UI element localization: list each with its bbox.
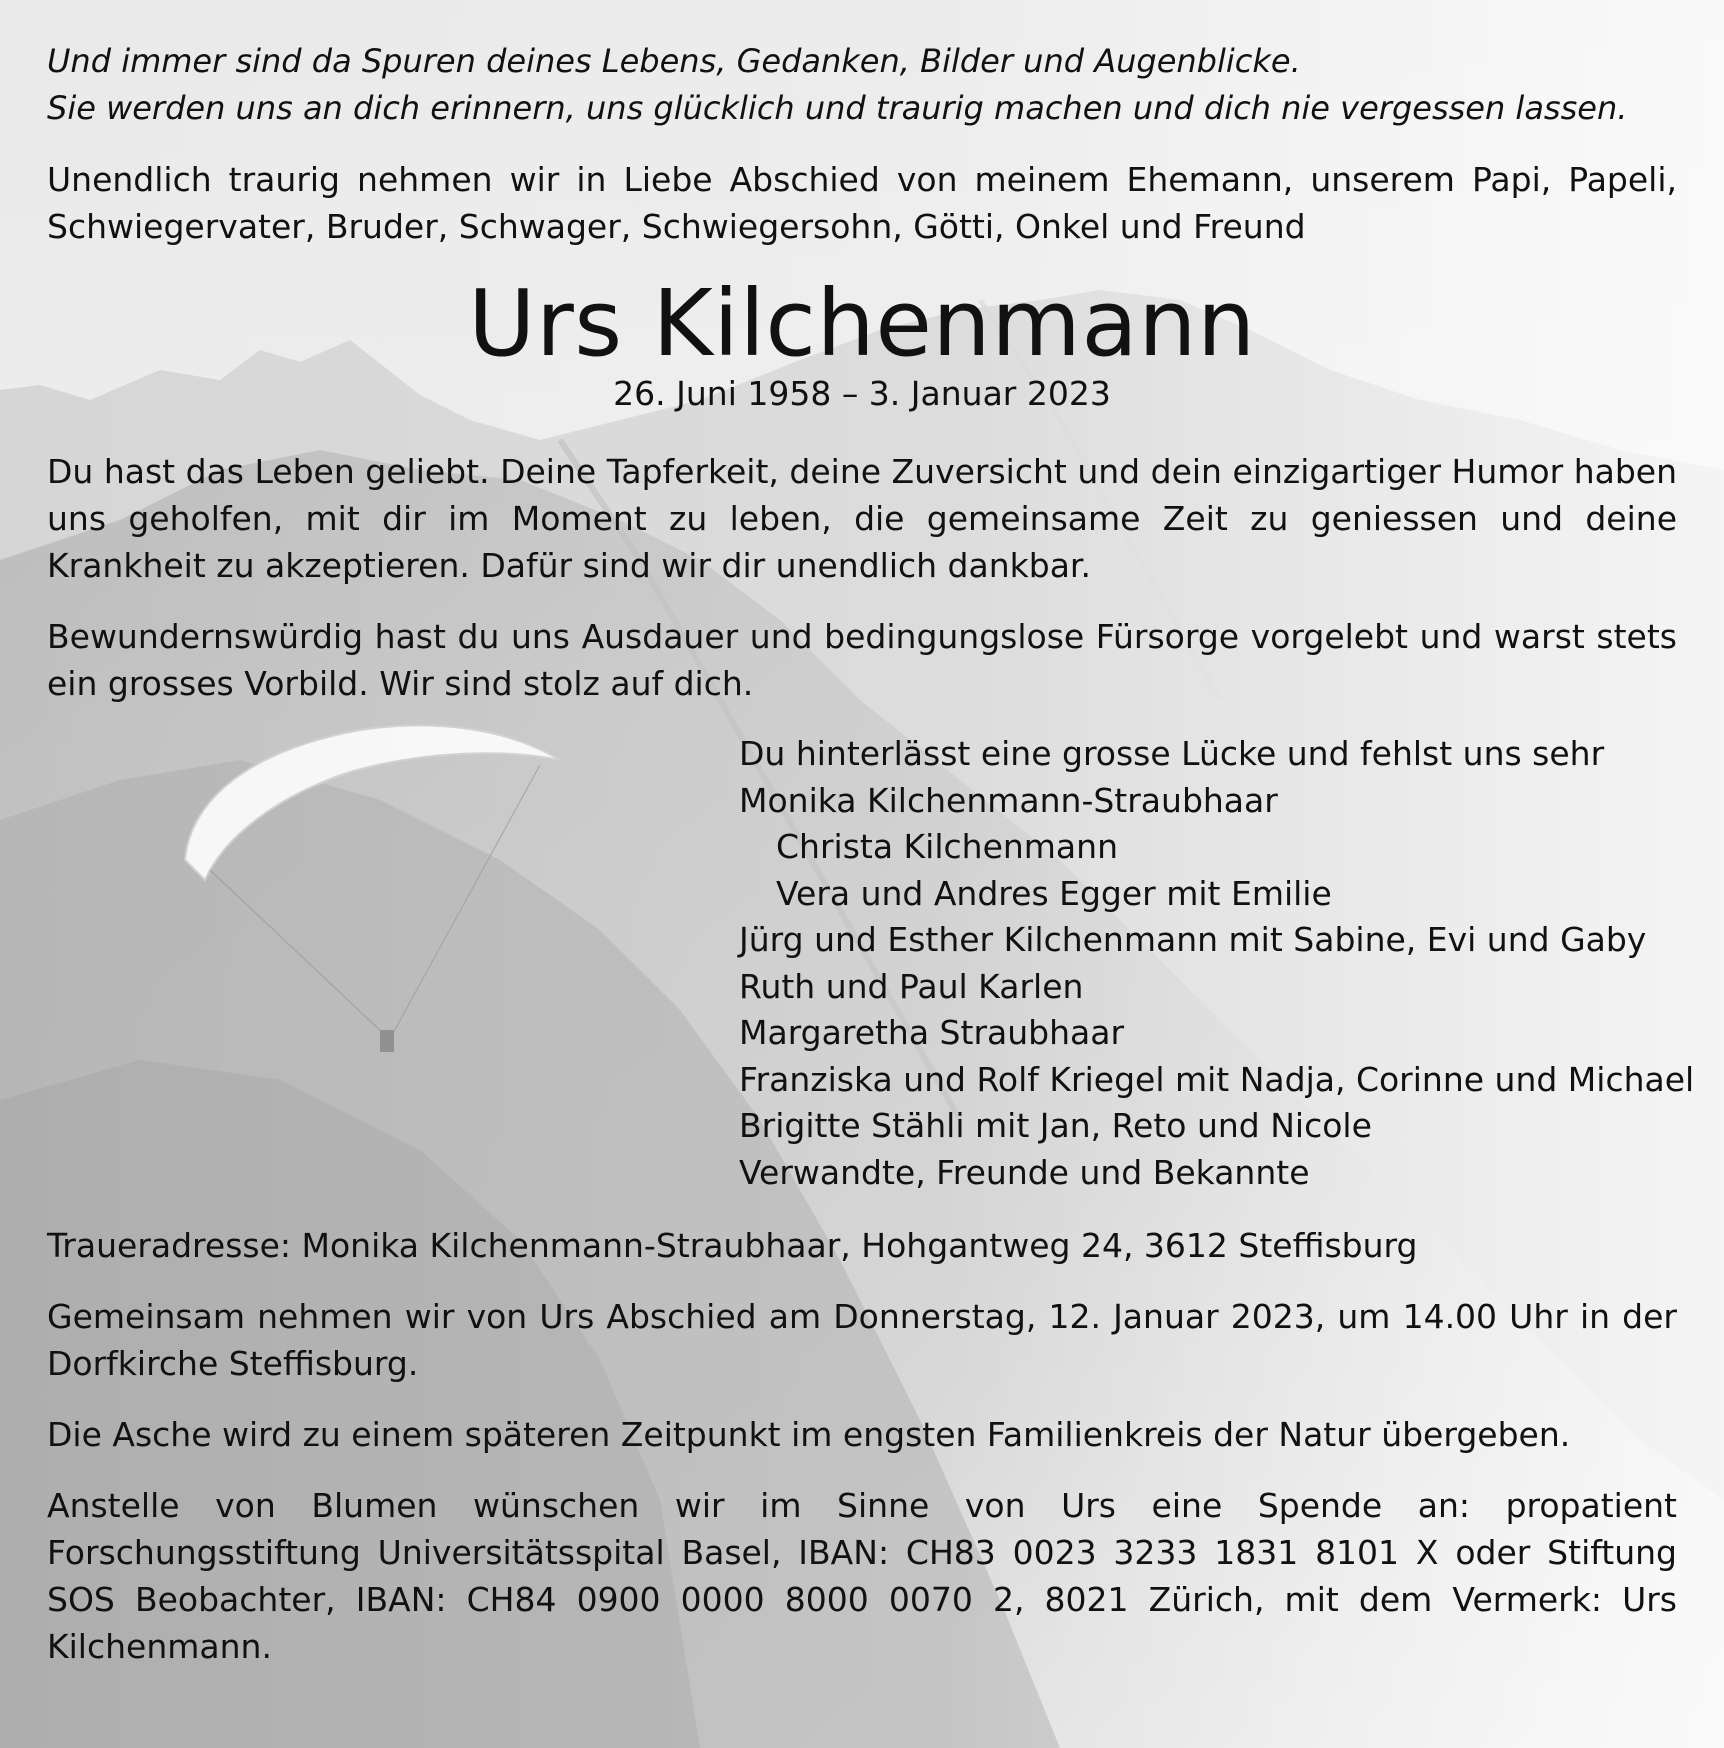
mourner-item: Vera und Andres Egger mit Emilie: [776, 873, 1332, 913]
ceremony-info: Gemeinsam nehmen wir von Urs Abschied am Donnerstag, 12. Januar 2023, um 14.00 Uhr in der Dorfkirche Steffisburg.: [47, 1297, 1677, 1383]
motto-line-1: Und immer sind da Spuren deines Lebens, Gedanken, Bilder und Augenblicke.: [47, 42, 1301, 80]
mourner-item: Jürg und Esther Kilchenmann mit Sabine, Evi und Gaby: [739, 920, 1647, 959]
mourner-item: Verwandte, Freunde und Bekannte: [739, 1152, 1310, 1192]
mourner-item: Brigitte Stähli mit Jan, Reto und Nicole: [739, 1106, 1372, 1145]
mourner-item: Ruth und Paul Karlen: [739, 966, 1084, 1006]
mourner-item: Monika Kilchenmann-Straubhaar: [739, 780, 1278, 820]
tribute-paragraph-2: Bewundernswürdig hast du uns Ausdauer und bedingungslose Fürsorge vorgelebt und warst stets ein grosses Vorbild. Wir sind stolz auf dich.: [47, 617, 1677, 703]
motto-verse: [47, 38, 1677, 132]
obituary-notice: [47, 38, 1695, 1694]
mourning-address: Traueradresse: Monika Kilchenmann-Straubhaar, Hohgantweg 24, 3612 Steffisburg: [47, 1226, 1418, 1265]
deceased-name: Urs Kilchenmann: [468, 270, 1256, 377]
ashes-info: Die Asche wird zu einem späteren Zeitpunkt im engsten Familienkreis der Natur übergeben.: [47, 1415, 1571, 1454]
tribute-paragraph-1: Du hast das Leben geliebt. Deine Tapferkeit, deine Zuversicht und dein einzigartiger Humor haben uns geholfen, mit dir im Moment zu leben, die gemeinsame Zeit zu geniessen und deine Krankheit zu akzeptieren. Dafür sind wir dir unendlich dankbar.: [47, 452, 1677, 585]
mourners-list: [739, 731, 1695, 1196]
life-dates: 26. Juni 1958 – 3. Januar 2023: [613, 374, 1111, 413]
mourners-heading: Du hinterlässt eine grosse Lücke und fehlst uns sehr: [739, 734, 1605, 773]
mourner-item: Christa Kilchenmann: [776, 827, 1118, 866]
mourner-item: Margaretha Straubhaar: [739, 1013, 1125, 1052]
mourner-item: Franziska und Rolf Kriegel mit Nadja, Corinne und Michael: [739, 1059, 1695, 1099]
donation-info: Anstelle von Blumen wünschen wir im Sinne von Urs eine Spende an: propatient Forschungsstiftung Universitätsspital Basel, IBAN: CH83 0023 3233 1831 8101 X oder Stiftung SOS Beobachter, IBAN: CH84 0900 0000 8000 0070 2, 8021 Zürich, mit dem Vermerk: Urs Kilchenmann.: [47, 1486, 1677, 1666]
intro-text: Unendlich traurig nehmen wir in Liebe Abschied von meinem Ehemann, unserem Papi, Papeli, Schwiegervater, Bruder, Schwager, Schwiegersohn, Götti, Onkel und Freund: [47, 160, 1677, 246]
motto-line-2: Sie werden uns an dich erinnern, uns glücklich und traurig machen und dich nie vergessen lassen.: [47, 89, 1628, 127]
